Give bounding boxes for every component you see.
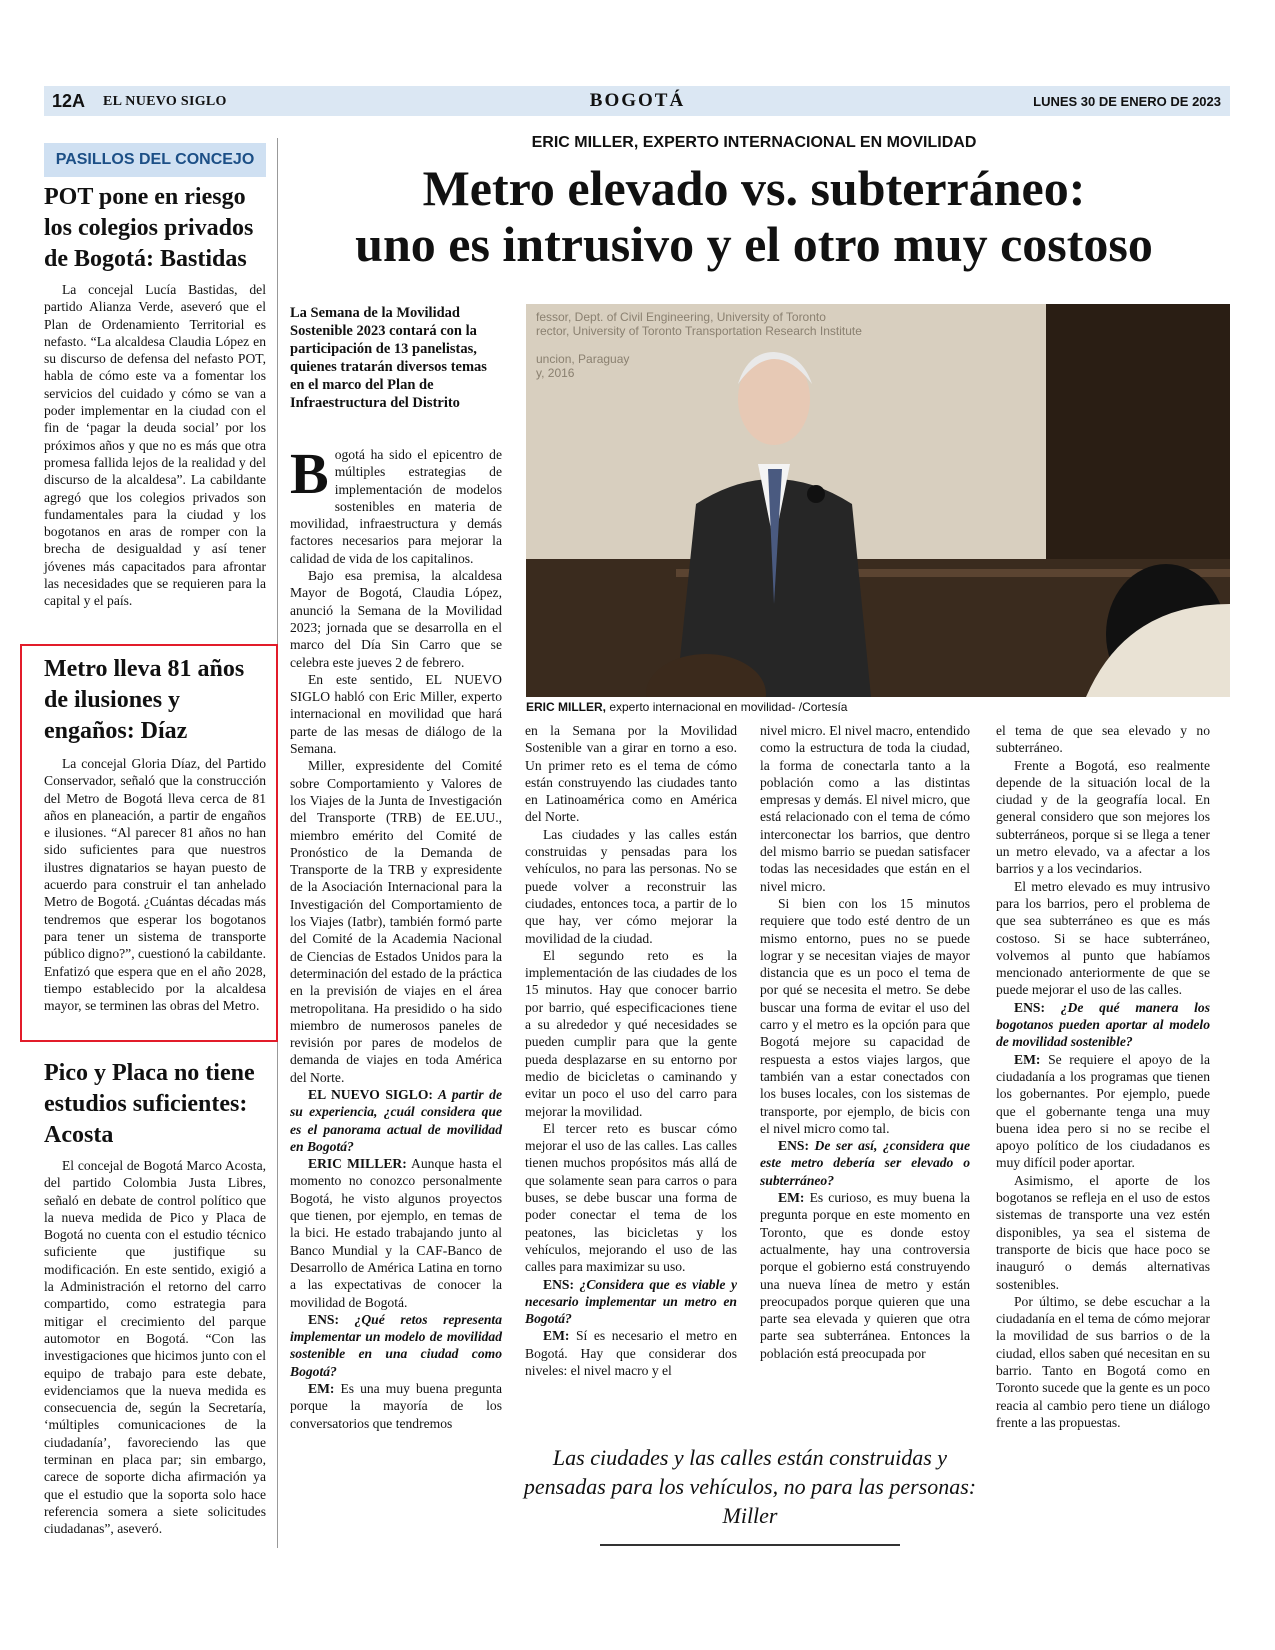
section-title: BOGOTÁ (589, 90, 686, 111)
brief-3-title: Pico y Placa no tiene estudios suficientes: Acosta (44, 1060, 255, 1148)
article-headline: Metro elevado vs. subterráneo: uno es intrusivo y el otro muy costoso (355, 160, 1153, 272)
column-tag: PASILLOS DEL CONCEJO (44, 143, 266, 177)
slide-text: fessor, Dept. of Civil Engineering, University of Toronto rector, University of Toronto Transportation Research Institute uncion, Paraguay y, 2016 (536, 310, 862, 380)
issue-date: LUNES 30 DE ENERO DE 2023 (1033, 94, 1221, 109)
article-lead: La Semana de la Movilidad Sostenible 2023 contará con la participación de 13 panelistas, quienes tratarán diversos temas en el marco del Plan de Infraestructura del Distrito (290, 305, 487, 411)
brief-3 (44, 1058, 266, 1538)
brief-1 (44, 182, 266, 610)
brief-2-body: La concejal Gloria Díaz, del Partido Conservador, señaló que la construcción del Metro de Bogotá lleva cerca de 81 años en planeación, a partir de engaños e ilusiones. “Al parecer 81 años no han sido suficientes para que nuestros ilustres dignatarios se hayan puesto de acuerdo para construir el tan anhelado Metro de Bogotá. ¿Cuántas décadas más tendremos que esperar los bogotanos para tener un sistema de transporte público digno?”, cuestionó la cabildante. Enfatizó que espera que en el año 2028, tiempo establecido por la alcaldesa mayor, se terminen las obras del Metro. (44, 756, 266, 1014)
brief-2 (44, 654, 266, 1014)
article-column-4: el tema de que sea elevado y no subterráneo. Frente a Bogotá, eso realmente depende de la situación local de la ciudad y de la geografía local. En general considero que son mejores los subterráneos, porque si se llega a tener un metro elevado, va a afectar a los barrios y a los vecindarios. El metro elevado es muy intrusivo para los barrios, pero el problema de que sea subterráneo es que es más costoso. Si se hace subterráneo, volvemos al punto que habíamos mencionado anteriormente de que se puede mejorar el uso de las calles. ENS: ¿De qué manera los bogotanos pueden aportar al modelo de movilidad sostenible? EM: Se requiere el apoyo de la ciudadanía a los programas que tienen los gobernantes. Por ejemplo, puede que el gobernante tenga una muy buena idea pero si no se recibe el apoyo político de los ciudadanos es muy difícil poder aportar. Asimismo, el aporte de los bogotanos se refleja en el uso de estos sistemas de transporte una vez estén disponibles, ya sea el sistema de transporte de bicis que hace poco se inauguró o demás alternativas sostenibles. Por último, se debe escuchar a la ciudadanía en el tema de cómo mejorar la movilidad de sus barrios o de la ciudad, ellos saben qué necesitan en su barrio. Tanto en Bogotá como en Toronto sucede que la gente es un poco reacia al cambio pero tiene un diálogo frente a las propuestas. (996, 723, 1210, 1430)
brief-1-title: POT pone en riesgo los colegios privados de Bogotá: Bastidas (44, 184, 254, 272)
page-number: 12A (52, 91, 86, 111)
brief-2-title: Metro lleva 81 años de ilusiones y engaños: Díaz (44, 656, 245, 744)
drop-cap: B (290, 441, 329, 506)
article-kicker: ERIC MILLER, EXPERTO INTERNACIONAL EN MOVILIDAD (531, 134, 977, 151)
article-column-3: nivel micro. El nivel macro, entendido como la estructura de toda la ciudad, la forma de conectarla tanto a la población como a las distintas empresas y demás. El nivel micro, que está relacionado con el tema de cómo interconectar los barrios, que dentro del mismo barrio se puedan satisfacer todas las necesidades que están en el nivel micro. Si bien con los 15 minutos requiere que todo esté dentro de un mismo entorno, pues no se puede lograr y se necesitan viajes de mayor distancia que es un poco el tema de por qué se necesita el metro. Se debe buscar una forma de evitar el uso del carro y el metro es la opción para que Bogotá mejore su capacidad de respuesta a estos viajes largos, que también van a estar conectados con los buses locales, con los sistemas de transporte, por ejemplo, de bicis con el nivel micro como tal. ENS: De ser así, ¿considera que este metro debería ser elevado o subterráneo? EM: Es curioso, es muy buena la pregunta porque en este momento en Toronto, que es donde estoy actualmente, hay una controversia porque el gobierno está construyendo una nueva línea de metro y están preocupados porque quieren que una parte sea elevada y quieren que otra parte sea subterránea. Entonces la población está preocupada por (760, 723, 970, 1361)
newspaper-name: EL NUEVO SIGLO (103, 94, 227, 109)
article-photo (526, 304, 1230, 697)
brief-3-body: El concejal de Bogotá Marco Acosta, del partido Colombia Justa Libres, señaló en debate de control político que la nueva medida de Pico y Placa de Bogotá no cuenta con el estudio técnico suficiente que justifique su modificación. En este sentido, exigió a la Administración el retorno del carro compartido, como estrategia para mitigar el crecimiento del parque automotor en Bogotá. “Con las investigaciones que hicimos junto con el equipo de trabajo para este debate, evidenciamos que la nueva medida es consecuencia de, según la Secretaría, ‘múltiples comunicaciones de la ciudadanía’, favoreciendo las que terminan en placa par; sin embargo, carece de soporte dicha afirmación ya que el estudio que la soporta solo hace referencia somera a siete solicitudes ciudadanas”, aseveró. (44, 1158, 266, 1537)
brief-1-body: La concejal Lucía Bastidas, del partido Alianza Verde, aseveró que el Plan de Ordenamiento Territorial es nefasto. “La alcaldesa Claudia López en su discurso de defensa del nefasto POT, habla de cómo este va a fomentar los servicios del cuidado y cómo se van a poder implementar en la ciudad con el fin de ‘pagar la deuda social’ por los próximos años y que no es más que otra promesa fallida lejos de la realidad y del discurso de la alcaldesa”. La cabildante agregó que los colegios privados son fundamentales para la ciudad y los bogotanos en aras de romper con la brecha de desigualdad y así tener jóvenes más capacitados para afrontar las necesidades que se requieren para la capital y el país. (44, 282, 266, 609)
pull-quote: Las ciudades y las calles están construidas y pensadas para los vehículos, no para las personas: Miller (523, 1445, 977, 1528)
pull-quote-rule (600, 1544, 900, 1546)
article-column-2: en la Semana por la Movilidad Sostenible van a girar en torno a eso. Un primer reto es el tema de cómo están construyendo las ciudades tanto en Latinoamérica como en América del Norte. Las ciudades y las calles están construidas y pensadas para los vehículos, no para las personas. No se puede volver a reconstruir las ciudades, entonces toca, a partir de lo que hay, ver cómo mejorar la movilidad de la ciudad. El segundo reto es la implementación de las ciudades de los 15 minutos. Hay que conocer barrio por barrio, qué especificaciones tiene a su alrededor y qué necesidades se pueden cumplir para que la gente pueda desplazarse en su entorno por medio de bicicletas o caminando y evitar un poco el uso del carro para mejorar la movilidad. El tercer reto es buscar cómo mejorar el uso de las calles. Las calles tienen muchos propósitos más allá de que solamente sean para carros o para buses, se debe buscar una forma de poder conectar el tema de los peatones, las bicicletas y los vehículos, mejorando el uso de las calles para maximizar su uso. ENS: ¿Considera que es viable y necesario implementar un metro en Bogotá? EM: Sí es necesario el metro en Bogotá. Hay que considerar dos niveles: el nivel macro y el (525, 723, 737, 1378)
article-column-1: Bogotá ha sido el epicentro de múltiples estrategias de implementación de modelos sostenibles en materia de movilidad, infraestructura y demás factores necesarios para mejorar la calidad de vida de los capitalinos. Bajo esa premisa, la alcaldesa Mayor de Bogotá, Claudia López, anunció la Semana de la Movilidad 2023; jornada que se desarrolla en el marco del Día Sin Carro que se celebra este jueves 2 de febrero. En este sentido, EL NUEVO SIGLO habló con Eric Miller, experto internacional en movilidad que hará parte de las mesas de diálogo de la Semana. Miller, expresidente del Comité sobre Comportamiento y Valores de los Viajes de la Junta de Investigación del Transporte (TRB) de EE.UU., miembro emérito del Comité de Pronóstico de la Demanda de Transporte de la TRB y expresidente de la Asociación Internacional para la Investigación del Comportamiento de los Viajes (Iatbr), también formó parte del Comité de la Academia Nacional de Ciencias de Estados Unidos para la determinación del estado de la práctica en la previsión de viajes en el área metropolitana. Ha presidido o ha sido miembro de numerosos paneles de revisión por pares de modelos de demanda de viajes en toda América del Norte. EL NUEVO SIGLO: A partir de su experiencia, ¿cuál considera que es el panorama actual de movilidad en Bogotá? ERIC MILLER: Aunque hasta el momento no conozco personalmente Bogotá, he visto algunos proyectos que tienen, por ejemplo, en temas de la bici. He estado trabajando junto al Banco Mundial y la CAF-Banco de Desarrollo de América Latina en torno a las expectativas de conocer la movilidad de Bogotá. ENS: ¿Qué retos representa implementar un modelo de movilidad sostenible en una ciudad como Bogotá? EM: Es una muy buena pregunta porque la mayoría de los conversatorios que tendremos (290, 441, 502, 1431)
photo-caption: ERIC MILLER, experto internacional en movilidad- /Cortesía (526, 700, 848, 714)
